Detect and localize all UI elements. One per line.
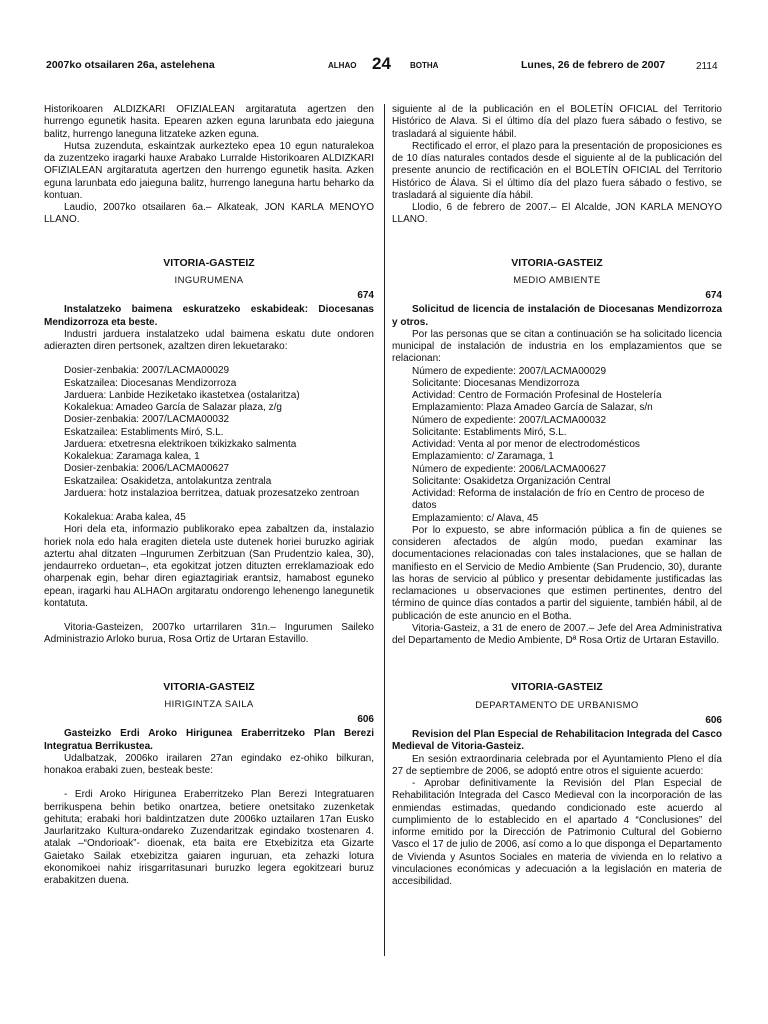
right-s1-heading: Solicitud de licencia de instalación de Diocesanas Mendizorroza y otros. <box>392 304 722 328</box>
left-s2-title: VITORIA-GASTEIZ <box>163 680 255 693</box>
left-s1-title: VITORIA-GASTEIZ <box>163 256 255 269</box>
list-line: Emplazamiento: c/ Zaramaga, 1 <box>412 451 554 463</box>
left-s2-p1: Udalbatzak, 2006ko irailaren 27an egindako ez-ohiko bilkuran, honakoa erabaki zuen, besteak beste: <box>44 752 374 776</box>
right-s1-title: VITORIA-GASTEIZ <box>511 256 603 269</box>
list-line: Eskatzailea: Diocesanas Mendizorroza <box>64 377 237 389</box>
left-s1-signature: Vitoria-Gasteizen, 2007ko urtarrilaren 31n.– Ingurumen Saileko Administrazio Arloko burua, Rosa Ortiz de Urtaran Estavillo. <box>44 622 374 646</box>
header-issue-number: 24 <box>372 54 391 73</box>
header-date-basque: 2007ko otsailaren 26a, astelehena <box>46 59 215 71</box>
list-line: Eskatzailea: Osakidetza, antolakuntza zentrala <box>64 475 272 487</box>
list-line: Jarduera: etxetresna elektrikoen txikizkako salmenta <box>64 438 297 450</box>
column-divider <box>384 104 385 956</box>
list-line: Solicitante: Diocesanas Mendizorroza <box>412 377 580 389</box>
header-botha: BOTHA <box>410 61 439 70</box>
list-line: Número de expediente: 2007/LACMA00029 <box>412 365 607 377</box>
left-s1-entry-3 <box>44 463 374 524</box>
list-line: Dosier-zenbakia: 2007/LACMA00029 <box>64 365 230 377</box>
right-s1-subtitle: MEDIO AMBIENTE <box>513 274 601 286</box>
list-line: Solicitante: Osakidetza Organización Central <box>412 475 611 487</box>
right-s1-intro: Por las personas que se citan a continuación se ha solicitado licencia municipal de instalación de industria en los emplazamientos que se relacionan: <box>392 328 722 365</box>
right-intro-p3: Llodio, 6 de febrero de 2007.– El Alcalde, JON KARLA MENOYO LLANO. <box>392 202 722 226</box>
header-date-spanish: Lunes, 26 de febrero de 2007 <box>521 59 666 71</box>
right-s1-number: 674 <box>705 290 722 301</box>
left-intro-p2: Hutsa zuzenduta, eskaintzak aurkezteko epea 10 egun naturalekoa da zuzentzeko iragarki hauxe Arabako Lurralde Historikoaren ALDIZKARI OFIZIALEAN argitaratuta agertzen den hurrengo egunetik hasita. Azken eguna larunbata edo jaieguna balitz, hurrengo laneguna hartu beharko da kontuan. <box>44 140 374 201</box>
right-s1-entry-3 <box>392 464 722 525</box>
left-s1-body: Hori dela eta, informazio publikorako epea zabaltzen da, instalazio horiek nola edo hala eragiten dietela uste dutenek horiei buruzko agiriak aztertu ahal ditzaten –Ingurumen Zerbitzuan (San Prudentzio kalea, 30), jendaurreko orduetan–, eta egokitzat jotzen dituzten erreklamazioak edo oharpenak egin, behar diren egiaztagiriak erantsiz, hamabost eguneko epean, iragarki hau ALHAOn argitaratu ondorengo lehenengo lanegunetik kontatuta. <box>44 524 374 609</box>
left-s2-number: 606 <box>357 714 374 725</box>
list-line: Actividad: Centro de Formación Profesinal de Hostelería <box>412 390 662 401</box>
list-line: Actividad: Venta al por menor de electrodomésticos <box>412 439 640 450</box>
right-s1-entry-1 <box>392 366 722 415</box>
right-intro-p1: siguiente al de la publicación en el BOLETÍN OFICIAL del Territorio Histórico de Alava. Si el último día del plazo fuera sábado o festivo, se trasladará al siguiente hábil. <box>392 104 722 140</box>
left-s2-subtitle: HIRIGINTZA SAILA <box>164 698 254 710</box>
list-line: Número de expediente: 2007/LACMA00032 <box>412 414 607 426</box>
list-line: Solicitante: Establiments Miró, S.L. <box>412 426 567 438</box>
left-s1-subtitle: INGURUMENA <box>174 274 244 286</box>
left-s1-heading: Instalatzeko baimena eskuratzeko eskabideak: Diocesanas Mendizorroza eta beste. <box>44 304 374 328</box>
list-line: Número de expediente: 2006/LACMA00627 <box>412 463 607 475</box>
list-line: Jarduera: hotz instalazioa berritzea, datuak prozesatzeko zentroan <box>64 487 360 499</box>
page-header <box>0 0 768 80</box>
left-s1-entry-2 <box>44 414 374 463</box>
header-alhao: ALHAO <box>328 61 357 70</box>
right-s1-body: Por lo expuesto, se abre información pública a fin de quienes se consideren afectados de algún modo, puedan examinar las documentaciones relacionadas con tales instalaciones, que se hallan de manifiesto en el Servicio de Medio Ambiente (San Prudencio, 30), durante las horas de servicio al público y presentar debidamente justificadas las reclamaciones u observaciones que estimen pertinentes, dentro del término de quince días contados a partir del siguiente, también hábil, al de publicación de este anuncio en el Botha. <box>392 524 722 622</box>
left-intro-p1: Historikoaren ALDIZKARI OFIZIALEAN argitaratuta agertzen den hurrengo egunetik hasita. Epearen azken eguna larunbata edo jaieguna balitz, hurrengo laneguna litzateke azken eguna. <box>44 104 374 140</box>
list-line: Emplazamiento: c/ Alava, 45 <box>412 512 539 524</box>
left-s1-intro: Industri jarduera instalatzeko udal baimena eskatu dute ondoren adierazten diren pertsonek, azaltzen diren lekuetarako: <box>44 328 374 352</box>
list-line: Kokalekua: Amadeo García de Salazar plaza, z/g <box>64 402 282 413</box>
left-s2-heading: Gasteizko Erdi Aroko Hirigunea Eraberritzeko Plan Berezi Integratua Berrikustea. <box>44 728 374 752</box>
list-line: Jarduera: Lanbide Heziketako ikastetxea (ostalaritza) <box>64 389 300 401</box>
right-s1-entry-2 <box>392 415 722 464</box>
left-column <box>44 104 374 887</box>
list-line: Kokalekua: Zaramaga kalea, 1 <box>64 451 200 462</box>
left-s1-entry-1 <box>44 365 374 414</box>
right-s2-p1: En sesión extraordinaria celebrada por el Ayuntamiento Pleno el día 27 de septiembre de 2006, se adoptó entre otros el siguiente acuerdo: <box>392 753 722 777</box>
right-intro-p2: Rectificado el error, el plazo para la presentación de proposiciones es de 10 días naturales contados desde el siguiente al de la publicación del presente anuncio de rectificación en el BOLETÍN OFICIAL del Territorio Histórico de Álava. Si el último día del plazo fuera sábado o festivo, se trasladará al siguiente día hábil. <box>392 140 722 201</box>
right-s1-signature: Vitoria-Gasteiz, a 31 de enero de 2007.– Jefe del Area Administrativa del Departamento de Medio Ambiente, Dª Rosa Ortiz de Urtaran Estavillo. <box>392 622 722 646</box>
right-s2-heading: Revision del Plan Especial de Rehabilitacion Integrada del Casco Medieval de Vitoria-Gasteiz. <box>392 729 722 753</box>
right-s2-subtitle: DEPARTAMENTO DE URBANISMO <box>475 699 639 711</box>
list-line: Dosier-zenbakia: 2006/LACMA00627 <box>64 463 230 475</box>
list-line: Dosier-zenbakia: 2007/LACMA00032 <box>64 414 230 426</box>
right-s2-title: VITORIA-GASTEIZ <box>511 681 603 694</box>
right-s2-number: 606 <box>705 714 722 726</box>
list-line: Emplazamiento: Plaza Amadeo García de Salazar, s/n <box>412 402 653 414</box>
list-line: Actividad: Reforma de instalación de frío en Centro de proceso de datos <box>412 488 705 512</box>
right-column <box>392 104 722 888</box>
left-s2-p2: - Erdi Aroko Hirigunea Eraberritzeko Plan Berezi Integratuaren berrikuspena behin betiko onartzea, betiere onetsitako zuzenketak gehituta; erabaki hori baldintzatzen dute 2006ko uztailaren 17an Eusko Jaurlaritzako Kultura-ondareko Zuzendaritzak egindako txostenaren 4. atalak –“Ondorioak”- dioenak, eta baita ere Etxebizitza eta Gizarte Gaietako Sailak etxebizitza gaiaren inguruan, eta zehazki lotura ekonomikoei nahiz irisgarritasunari buruzko legera egokitzeari buruz erabakitzen duena. <box>44 789 374 886</box>
list-line: Kokalekua: Araba kalea, 45 <box>64 512 186 523</box>
header-page-number: 2114 <box>696 61 718 72</box>
right-s2-p2: - Aprobar definitivamente la Revisión del Plan Especial de Rehabilitación Integrada del Casco Medieval con la incorporación de las enmiendas estimadas, quedando condicionado este acuerdo al cumplimiento de lo establecido en el apartado 4 “Conclusiones” del informe emitido por la Dirección de Patrimonio Cultural del Gobierno Vasco el 17 de julio de 2006, así como a lo que disponga el Departamento de Vivienda y Asuntos Sociales en materia de vivienda en lo relativo a vinculaciones económicas y adecuación a la legislación en materia de accesibilidad. <box>392 778 722 887</box>
left-s1-number: 674 <box>357 290 374 301</box>
list-line: Eskatzailea: Establiments Miró, S.L. <box>64 426 224 438</box>
left-intro-p3: Laudio, 2007ko otsailaren 6a.– Alkateak, JON KARLA MENOYO LLANO. <box>44 202 374 226</box>
